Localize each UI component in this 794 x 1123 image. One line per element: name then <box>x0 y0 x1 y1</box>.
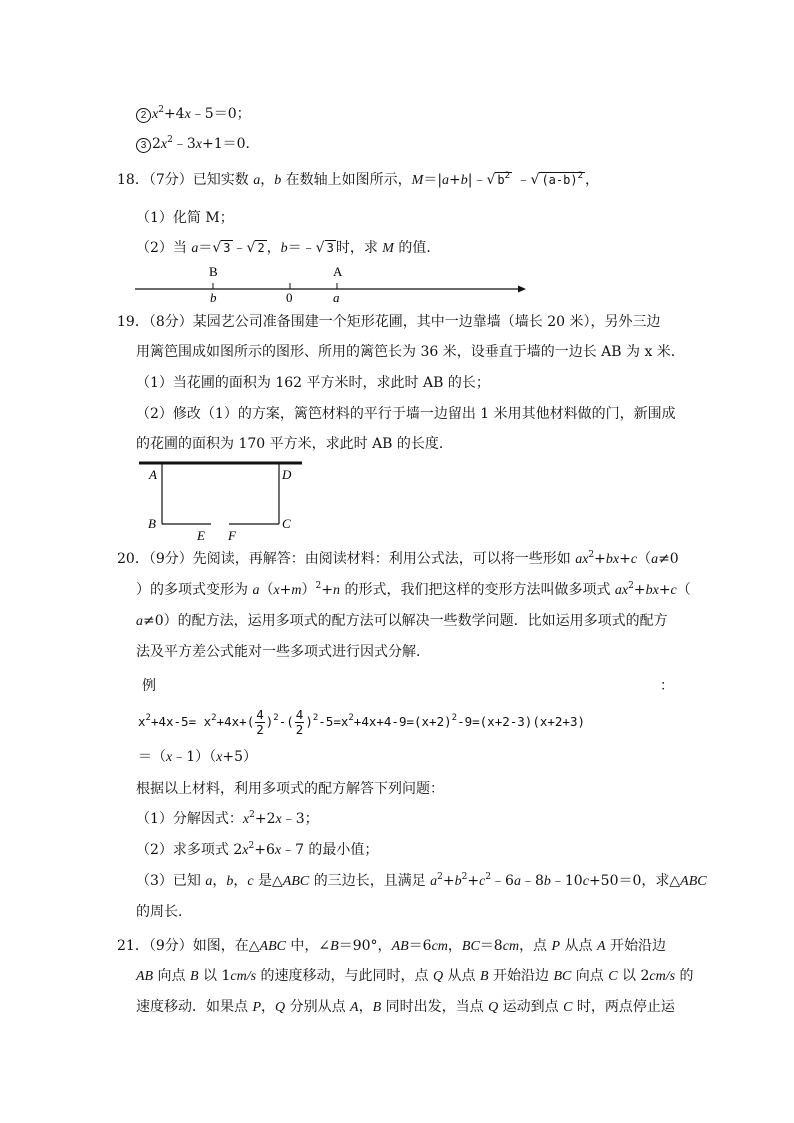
q20-instruction: 根据以上材料，利用多项式的配方解答下列问题： <box>136 781 444 797</box>
q20-part3a: （3）已知 a，b，c 是△ABC 的三边长，且满足 $a^2+b^2+c^2﹣6a﹣8b﹣10c+50=0$，求△ABC <box>136 872 707 889</box>
point-B: B <box>148 516 156 531</box>
garden-figure <box>136 458 306 544</box>
sqrt-a-minus-b-squared: √ $(a-b)^2$ <box>530 171 583 188</box>
circled-number-2: 2 <box>136 108 151 123</box>
q19-part1: （1）当花圃的面积为 162 平方米时，求此时 AB 的长； <box>136 375 490 391</box>
point-D: D <box>282 467 292 482</box>
q19-part2a: （2）修改（1）的方案，篱笆材料的平行于墙一边留出 1 米用其他材料做的门，新围成 <box>136 406 676 422</box>
q18-score: （7分） <box>148 172 193 188</box>
q18-part1: （1）化简 M； <box>136 210 234 226</box>
q21-line3: 速度移动．如果点 P，Q 分别从点 A，B 同时出发，当点 Q 运动到点 C 时，两点停止运 <box>136 999 675 1015</box>
label-A: A <box>333 264 343 279</box>
q20-line3: a≠0）的配方法，运用多项式的配方法可以解决一些数学问题．比如运用多项式的配方 <box>136 613 668 629</box>
q21-line1: 21．（9分）如图，在△ABC 中，∠B＝90°，AB＝6cm，BC＝8cm，点 P 从点 A 开始沿边 <box>117 938 666 954</box>
number-line-figure <box>130 262 530 306</box>
point-F: F <box>228 528 236 543</box>
label-a: a <box>333 290 340 305</box>
number-line-arrow <box>518 286 526 293</box>
label-b: b <box>210 290 217 305</box>
q21-line2: AB 向点 B 以 1cm/s 的速度移动，与此同时，点 Q 从点 B 开始沿边 BC 向点 C 以 2cm/s 的 <box>136 968 694 984</box>
point-E: E <box>197 528 205 543</box>
q19-part2b: 的花圃的面积为 170 平方米，求此时 AB 的长度． <box>136 436 453 452</box>
q20-line2: ）的多项式变形为 $a(x+m)^2+n$ 的形式，我们把这样的变形方法叫做多项式 $ax^2+bx+c$（ <box>136 581 691 598</box>
q21-number: 21． <box>117 938 149 954</box>
q19-line2: 用篱笆围成如图所示的图形、所用的篱笆长为 36 米，设垂直于墙的一边长 AB 为 x 米． <box>136 344 685 360</box>
q20-example-colon: ： <box>660 678 674 694</box>
q20-example-result: ＝（x﹣1）（x+5） <box>138 749 257 765</box>
point-C: C <box>282 516 291 531</box>
label-B: B <box>209 264 218 279</box>
q20-line1: 20．（9分）先阅读，再解答：由阅读材料：利用公式法，可以将一些形如 $ax^2+bx+c(a\ne 0$ <box>117 550 679 567</box>
label-0: 0 <box>286 290 293 305</box>
q20-part2: （2）求多项式 $2x^2+6x﹣7$ 的最小值； <box>136 841 379 858</box>
q17-item-3: 3 $2x^2﹣3x+1=0$． <box>136 134 260 155</box>
q20-example-label: 例 <box>142 678 156 694</box>
q20-line4: 法及平方差公式能对一些多项式进行因式分解． <box>136 644 430 660</box>
q18-part2: （2）当 a＝√ 3 ﹣√ 2 ，b＝﹣√ 3 时，求 M 的值． <box>136 240 441 256</box>
q19-line1: 19．（8分）某园艺公司准备围建一个矩形花圃，其中一边靠墙（墙长 20 米），另外三边 <box>117 314 661 330</box>
q20-example-line: $x^2+4x-5= x^2+4x+$( $\frac{4}{2}$ )$^2$-( $\frac{4}{2}$ )$^2-5=x^2+4x+4-9=(x+2)^2-9=(x+2-3)(x+2+3)$ <box>138 707 585 737</box>
q18-stem: 18．（7分）已知实数 a，b 在数轴上如图所示，M＝|a+b|﹣√ $b^2$ ﹣√ $(a-b)^2$ ， <box>117 171 599 188</box>
q20-part1: （1）分解因式：$x^2+2x﹣3$； <box>136 810 319 827</box>
q18-number: 18． <box>117 172 149 188</box>
point-A: A <box>149 467 157 482</box>
q20-part3b: 的周长． <box>136 904 192 920</box>
sqrt-b-squared: √ $b^2$ <box>486 171 511 188</box>
q21-score: （9分） <box>148 938 193 954</box>
q19-score: （8分） <box>148 314 193 330</box>
q17-item-2: 2 $x^2+4x﹣5=0$； <box>136 104 251 125</box>
q20-number: 20． <box>117 551 149 567</box>
circled-number-3: 3 <box>136 138 151 153</box>
q19-number: 19． <box>117 314 149 330</box>
q20-score: （9分） <box>148 551 193 567</box>
